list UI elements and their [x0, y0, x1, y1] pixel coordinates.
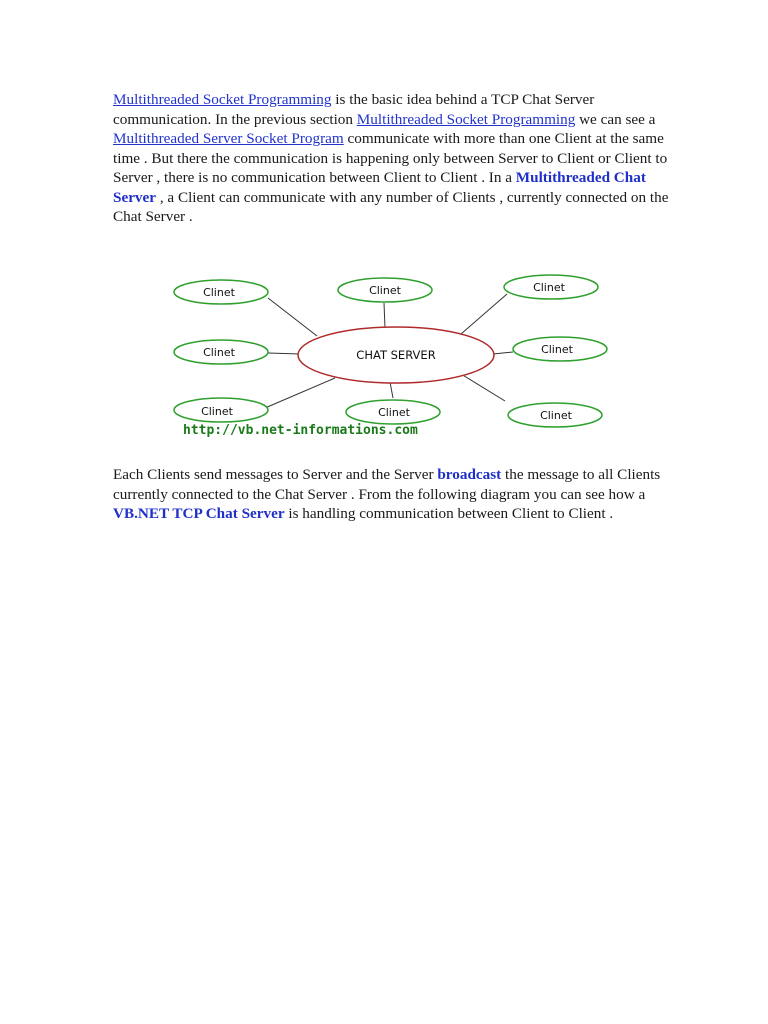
intro-text-2: we can see a	[575, 110, 656, 128]
source-url-watermark: http://vb.net-informations.com	[183, 423, 418, 438]
connector-line	[384, 303, 385, 328]
broadcast-text-3: is handling communication between Client to Client .	[284, 505, 614, 522]
chat-server-diagram	[165, 268, 615, 443]
intro-paragraph	[113, 90, 673, 227]
intro-text-1: is the basic idea behind a TCP Chat Server communication. In the previous section	[113, 91, 595, 128]
client-label: Clinet	[201, 405, 233, 418]
connector-line	[265, 378, 335, 408]
connector-line	[268, 298, 317, 336]
connector-line	[461, 374, 505, 401]
chat-server-label: CHAT SERVER	[356, 348, 436, 362]
keyword-multithreaded-chat-server: Multithreaded Chat Server	[113, 169, 646, 206]
connector-line	[268, 353, 300, 354]
connector-line	[390, 382, 393, 398]
keyword-vbnet-tcp-chat-server: VB.NET TCP Chat Server	[113, 505, 285, 522]
client-label: Clinet	[540, 409, 572, 422]
broadcast-text-2: the message to all Clients currently connected to the Chat Server . From the following diagram you can see how a	[113, 466, 661, 503]
intro-text-4: , a Client can communicate with any number of Clients , currently connected on the Chat Server .	[113, 188, 669, 225]
intro-text-3: communicate with more than one Client at the same time . But there the communication is happening only between Server to Client or Client to Server , there is no communication between Client to Client . In a	[113, 130, 668, 186]
broadcast-text-1: Each Clients send messages to Server and the Server	[113, 466, 438, 483]
client-label: Clinet	[203, 286, 235, 299]
client-label: Clinet	[369, 284, 401, 297]
connector-line	[461, 294, 507, 334]
keyword-broadcast: broadcast	[437, 466, 502, 483]
client-label: Clinet	[533, 281, 565, 294]
connector-line	[493, 352, 513, 354]
client-label: Clinet	[541, 343, 573, 356]
client-label: Clinet	[203, 346, 235, 359]
link-multithreaded-server-socket-program[interactable]: Multithreaded Server Socket Program	[113, 130, 344, 147]
broadcast-paragraph	[113, 465, 673, 524]
client-label: Clinet	[378, 406, 410, 419]
link-multithreaded-socket-programming-2[interactable]: Multithreaded Socket Programming	[356, 110, 576, 128]
link-multithreaded-socket-programming[interactable]: Multithreaded Socket Programming	[113, 91, 332, 108]
